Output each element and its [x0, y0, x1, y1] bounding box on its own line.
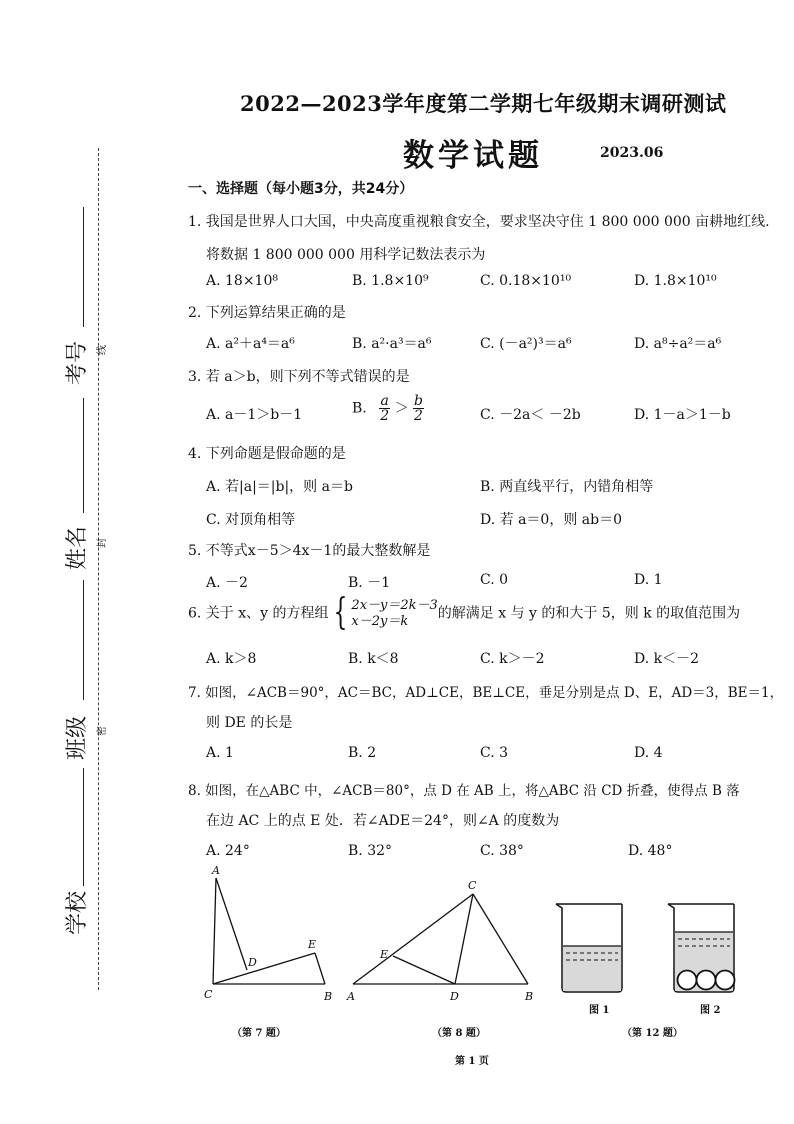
- question-1-option-a: A. 18×10⁸: [206, 273, 278, 289]
- question-5-option-d: D. 1: [634, 572, 663, 588]
- segment-ed: [393, 956, 455, 984]
- segment-be: [315, 953, 325, 984]
- greater-than-sign: ＞: [394, 400, 409, 417]
- question-7-option-a: A. 1: [206, 745, 234, 761]
- point-label-e: E: [380, 948, 389, 961]
- question-2-option-c: C. (－a²)³＝a⁶: [480, 336, 572, 352]
- point-label-c: C: [468, 879, 477, 892]
- point-label-d: D: [248, 956, 257, 969]
- question-4-option-c: C. 对顶角相等: [206, 512, 296, 528]
- question-7-line-2: 则 DE 的长是: [206, 715, 293, 731]
- point-label-e: E: [308, 938, 317, 951]
- question-5-option-a: A. －2: [206, 575, 248, 591]
- seal-mark-line: 线: [97, 345, 108, 355]
- figure-7: [200, 862, 340, 1007]
- ball: [697, 971, 716, 990]
- question-1-line-1: 1. 我国是世界人口大国，中央高度重视粮食安全，要求坚决守住 1 800 000 000 亩耕地红线.: [188, 214, 770, 230]
- question-8-option-c: C. 38°: [480, 843, 524, 859]
- fraction-a-over-2: [379, 394, 390, 423]
- question-6-option-d: D. k＜－2: [634, 651, 700, 667]
- figure-12-label-1: 图 1: [589, 1005, 610, 1016]
- page-number: 第 1 页: [455, 1056, 489, 1067]
- equation-2: x－2y＝k: [351, 613, 409, 629]
- question-8-option-b: B. 32°: [348, 843, 393, 859]
- question-4-option-d: D. 若 a＝0，则 ab＝0: [480, 512, 622, 528]
- seal-mark-seal: 封: [97, 538, 108, 548]
- question-3-stem: 3. 若 a＞b，则下列不等式错误的是: [188, 369, 410, 385]
- segment-ce: [213, 953, 315, 984]
- question-8-line-2: 在边 AC 上的点 E 处．若∠ADE＝24°，则∠A 的度数为: [206, 813, 560, 829]
- question-7-option-d: D. 4: [634, 745, 663, 761]
- question-3-option-c: C. －2a＜ －2b: [480, 407, 581, 423]
- field-line-name: [83, 398, 84, 513]
- question-8-option-a: A. 24°: [206, 843, 250, 859]
- figure-12-beaker-2: [664, 898, 744, 998]
- question-2-option-d: D. a⁸÷a²＝a⁶: [634, 336, 722, 352]
- seal-dashed-line: [98, 148, 99, 990]
- question-6-prefix: 6. 关于 x、y 的方程组: [188, 605, 329, 622]
- question-8-line-1: 8. 如图，在△ABC 中，∠ACB＝80°，点 D 在 AB 上，将△ABC 沿 CD 折叠，使得点 B 落: [188, 783, 740, 799]
- question-3-option-a: A. a－1＞b－1: [206, 407, 303, 423]
- ball: [678, 971, 697, 990]
- field-label-school: 学校: [65, 890, 90, 935]
- point-label-b: B: [525, 990, 534, 1003]
- field-line-class: [83, 580, 84, 700]
- fraction-b-over-2: [413, 394, 424, 423]
- field-label-exam-number: 考号: [65, 340, 90, 385]
- question-3-option-b: [352, 394, 424, 423]
- segment-cb: [473, 894, 528, 984]
- brace-symbol: {: [333, 592, 347, 634]
- question-5-option-c: C. 0: [480, 572, 509, 588]
- question-4-option-a: A. 若|a|＝|b|，则 a＝b: [206, 479, 353, 495]
- ball: [716, 971, 735, 990]
- segment-ad: [216, 878, 247, 970]
- question-1-option-d: D. 1.8×10¹⁰: [634, 273, 717, 289]
- water-body: [563, 946, 621, 991]
- point-label-c: C: [204, 988, 213, 1001]
- exam-subtitle: 数学试题: [403, 138, 543, 174]
- question-6-stem: [188, 592, 741, 634]
- exam-title: 2022—2023学年度第二学期七年级期末调研测试: [240, 91, 727, 116]
- question-4-option-b: B. 两直线平行，内错角相等: [480, 479, 654, 495]
- question-2-stem: 2. 下列运算结果正确的是: [188, 305, 346, 321]
- question-6-option-c: C. k＞－2: [480, 651, 545, 667]
- figure-12-label-2: 图 2: [700, 1005, 721, 1016]
- question-6-option-b: B. k＜8: [348, 651, 399, 667]
- fraction-denominator: 2: [380, 408, 390, 424]
- exam-date: 2023.06: [600, 145, 664, 161]
- question-6-option-a: A. k＞8: [206, 651, 257, 667]
- question-6-suffix: 的解满足 x 与 y 的和大于 5，则 k 的取值范围为: [437, 605, 741, 622]
- segment-ca: [213, 878, 216, 984]
- fraction-numerator: b: [414, 393, 423, 409]
- question-2-option-b: B. a²·a³＝a⁶: [352, 336, 432, 352]
- question-1-option-b: B. 1.8×10⁹: [352, 273, 429, 289]
- question-5-stem: 5. 不等式x－5＞4x－1的最大整数解是: [188, 543, 431, 559]
- point-label-a: A: [212, 864, 220, 877]
- field-line-exam-number: [83, 207, 84, 327]
- question-2-option-a: A. a²＋a⁴＝a⁶: [206, 336, 295, 352]
- field-label-name: 姓名: [65, 525, 90, 570]
- question-5-option-b: B. －1: [348, 575, 391, 591]
- figure-12-caption: （第 12 题）: [622, 1028, 683, 1039]
- field-line-school: [83, 768, 84, 886]
- seal-mark-secret: 密: [97, 726, 108, 736]
- figure-7-caption: （第 7 题）: [232, 1028, 286, 1039]
- question-1-option-c: C. 0.18×10¹⁰: [480, 273, 572, 289]
- question-8-option-d: D. 48°: [628, 843, 673, 859]
- question-4-stem: 4. 下列命题是假命题的是: [188, 446, 346, 462]
- point-label-d: D: [450, 990, 459, 1003]
- question-7-option-c: C. 3: [480, 745, 509, 761]
- question-3-option-d: D. 1－a＞1－b: [634, 407, 731, 423]
- point-label-b: B: [324, 990, 333, 1003]
- figure-12-beaker-1: [552, 898, 632, 998]
- equation-1: 2x－y＝2k－3: [351, 598, 438, 613]
- segment-cd: [455, 894, 473, 984]
- figure-8: [345, 876, 545, 1006]
- equation-system: [351, 598, 437, 629]
- segment-ac: [353, 894, 473, 984]
- field-label-class: 班级: [65, 715, 90, 760]
- question-7-line-1: 7. 如图，∠ACB＝90°，AC＝BC，AD⊥CE，BE⊥CE，垂足分别是点 D、E，AD＝3，BE＝1，: [188, 685, 784, 701]
- question-7-option-b: B. 2: [348, 745, 377, 761]
- question-3-option-b-letter: B.: [352, 400, 367, 417]
- section-heading: 一、选择题（每小题3分，共24分）: [188, 181, 414, 197]
- point-label-a: A: [347, 990, 355, 1003]
- question-1-line-2: 将数据 1 800 000 000 用科学记数法表示为: [206, 247, 486, 263]
- figure-8-caption: （第 8 题）: [432, 1028, 486, 1039]
- fraction-denominator: 2: [414, 408, 423, 424]
- fraction-numerator: a: [380, 393, 389, 409]
